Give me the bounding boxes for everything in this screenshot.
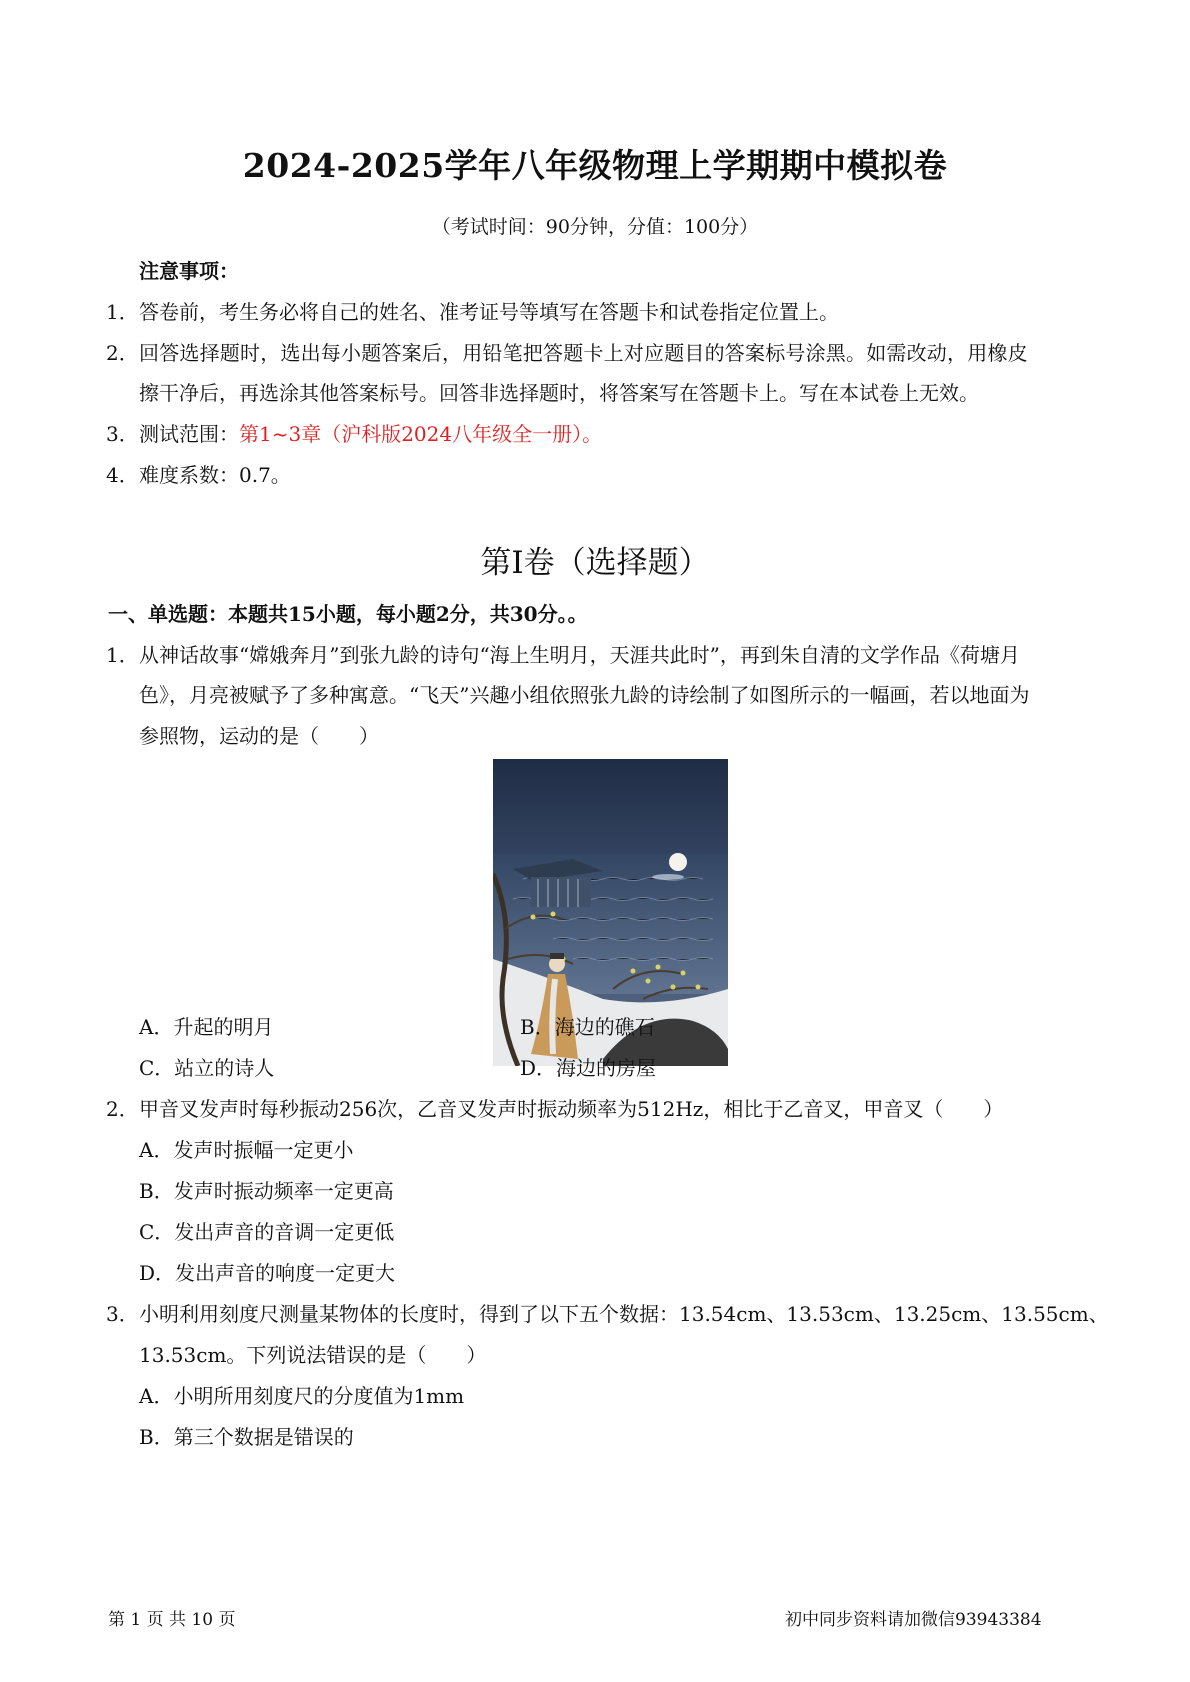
question-text: 参照物，运动的是（ ）: [139, 724, 379, 748]
notice-item: [139, 418, 602, 447]
notice-item: 难度系数：0.7。: [139, 463, 291, 487]
page-title: 2024-2025学年八年级物理上学期期中模拟卷: [242, 146, 948, 185]
notice-number: 1．: [106, 300, 139, 324]
scope-label: 测试范围：: [139, 422, 239, 446]
question-text: 甲音叉发声时每秒振动256次，乙音叉发声时振动频率为512Hz，相比于乙音叉，甲音叉（ ）: [139, 1097, 1004, 1121]
question-number: 3．: [106, 1302, 139, 1326]
question-number: 1．: [106, 643, 139, 667]
notice-item: 擦干净后，再选涂其他答案标号。回答非选择题时，将答案写在答题卡上。写在本试卷上无效。: [139, 381, 979, 405]
question-text: 小明利用刻度尺测量某物体的长度时，得到了以下五个数据：13.54cm、13.53cm、13.25cm、13.55cm、: [139, 1302, 1109, 1326]
option-a[interactable]: A．发声时振幅一定更小: [139, 1138, 354, 1162]
option-c[interactable]: C．发出声音的音调一定更低: [139, 1220, 395, 1244]
question-text: 色》，月亮被赋予了多种寓意。“飞天”兴趣小组依照张九龄的诗绘制了如图所示的一幅画，若以地面为: [139, 683, 1030, 707]
notice-item: 回答选择题时，选出每小题答案后，用铅笔把答题卡上对应题目的答案标号涂黑。如需改动，用橡皮: [139, 341, 1028, 365]
part-heading: 一、单选题：本题共15小题，每小题2分，共30分。。: [108, 602, 588, 626]
page-number: 第 1 页 共 10 页: [108, 1610, 236, 1630]
question-text: 从神话故事“嫦娥奔月”到张九龄的诗句“海上生明月，天涯共此时”，再到朱自清的文学作品《荷塘月: [139, 643, 1020, 667]
option-d[interactable]: D．海边的房屋: [520, 1056, 657, 1080]
footer-note: 初中同步资料请加微信93943384: [785, 1610, 1042, 1630]
question-number: 2．: [106, 1097, 139, 1121]
scope-value: 第1~3章（沪科版2024八年级全一册）。: [239, 422, 603, 446]
option-c[interactable]: C．站立的诗人: [139, 1056, 275, 1080]
option-b[interactable]: B．第三个数据是错误的: [139, 1425, 354, 1449]
exam-info: （考试时间：90分钟，分值：100分）: [431, 216, 759, 238]
notice-number: 3．: [106, 422, 139, 446]
notice-heading: 注意事项：: [139, 259, 239, 283]
notice-number: 2．: [106, 341, 139, 365]
option-b[interactable]: B．发声时振动频率一定更高: [139, 1179, 394, 1203]
section-title: 第Ⅰ卷（选择题）: [480, 545, 710, 581]
option-a[interactable]: A．小明所用刻度尺的分度值为1mm: [139, 1384, 465, 1408]
notice-item: 答卷前，考生务必将自己的姓名、准考证号等填写在答题卡和试卷指定位置上。: [139, 300, 839, 324]
option-b[interactable]: B．海边的礁石: [520, 1015, 655, 1039]
notice-number: 4．: [106, 463, 139, 487]
option-a[interactable]: A．升起的明月: [139, 1015, 274, 1039]
option-d[interactable]: D．发出声音的响度一定更大: [139, 1261, 396, 1285]
question-text: 13.53cm。下列说法错误的是（ ）: [139, 1343, 487, 1367]
moon: [669, 853, 687, 871]
